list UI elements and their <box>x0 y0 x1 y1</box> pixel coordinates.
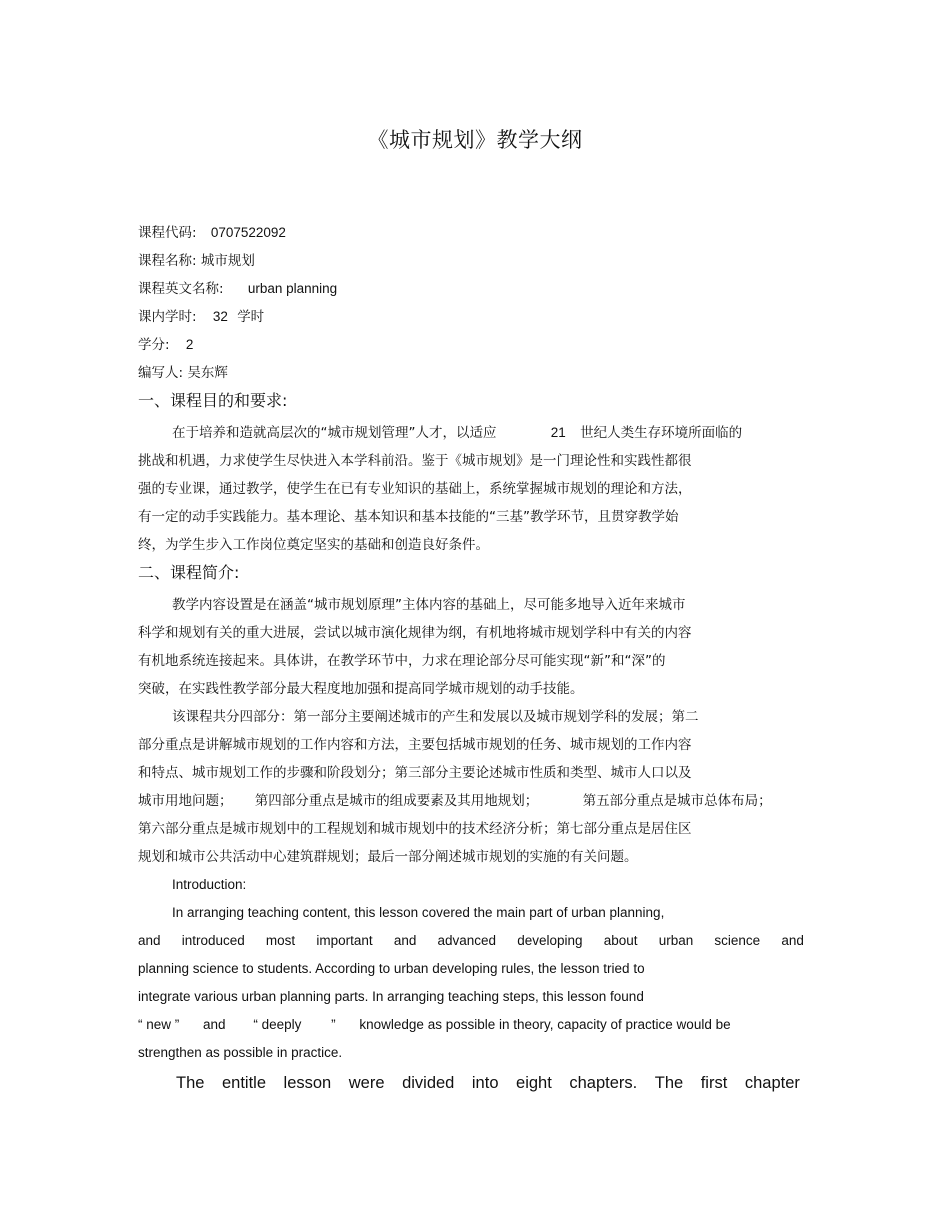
last-word: were <box>348 1074 385 1092</box>
section1-text-b: 世纪人类生存环境所面临的 <box>580 425 743 441</box>
en-word: science <box>714 933 761 948</box>
quote-rest: knowledge as possible in theory, capacity of practice would be <box>359 1017 731 1032</box>
section-heading-2: 二、课程简介: <box>138 563 240 582</box>
en-line-4: integrate various urban planning parts. In arranging teaching steps, this lesson found <box>138 989 644 1004</box>
course-credit-row <box>138 336 193 354</box>
section1-line-5: 终，为学生步入工作岗位奠定坚实的基础和创造良好条件。 <box>138 537 489 553</box>
en-word: and <box>781 933 804 948</box>
section1-text-a: 在于培养和造就高层次的“城市规划管理”人才，以适应 <box>172 425 497 441</box>
course-code-row <box>138 224 286 242</box>
last-word: chapters. <box>569 1074 638 1092</box>
en-word: and <box>393 933 417 948</box>
section2-p2-line-5: 第六部分重点是城市规划中的工程规划和城市规划中的技术经济分析；第七部分重点是居住区 <box>138 821 692 837</box>
course-en-name-label: 课程英文名称: <box>138 281 224 297</box>
course-author-row <box>138 364 228 382</box>
en-word: about <box>603 933 638 948</box>
last-word: The <box>176 1074 205 1092</box>
section2-p1-line-2: 科学和规划有关的重大进展，尝试以城市演化规律为纲，有机地将城市规划学科中有关的内容 <box>138 625 692 641</box>
last-word: The <box>654 1074 684 1092</box>
last-word: eight <box>516 1074 552 1092</box>
course-hours-row <box>138 308 264 326</box>
quote-new: “ new ” <box>138 1017 180 1032</box>
en-line-3: planning science to students. According to urban developing rules, the lesson tried to <box>138 961 645 976</box>
en-line-2 <box>138 932 804 950</box>
en-last-line <box>176 1072 800 1094</box>
quote-close: ” <box>331 1017 336 1032</box>
section1-line-1 <box>172 424 742 442</box>
en-word: developing <box>517 933 583 948</box>
course-hours-value: 32 <box>212 309 228 324</box>
section2-p1-line-1: 教学内容设置是在涵盖“城市规划原理”主体内容的基础上，尽可能多地导入近年来城市 <box>172 597 686 613</box>
course-name-row <box>138 252 255 270</box>
section1-line-4: 有一定的动手实践能力。基本理论、基本知识和基本技能的“三基”教学环节，且贯穿教学始 <box>138 509 679 525</box>
en-word: and <box>138 933 161 948</box>
section1-line-2: 挑战和机遇，力求使学生尽快进入本学科前沿。鉴于《城市规划》是一门理论性和实践性都很 <box>138 453 692 469</box>
last-word: lesson <box>283 1074 332 1092</box>
course-code-value: 0707522092 <box>210 225 286 240</box>
course-code-label: 课程代码: <box>138 225 197 241</box>
course-credit-value: 2 <box>185 337 194 352</box>
section2-p2-line-6: 规划和城市公共活动中心建筑群规划；最后一部分阐述城市规划的实施的有关问题。 <box>138 849 638 865</box>
last-word: first <box>700 1074 728 1092</box>
en-word: most <box>265 933 296 948</box>
en-line-5 <box>138 1016 731 1034</box>
en-word: important <box>316 933 373 948</box>
course-name-label: 课程名称: <box>138 253 197 269</box>
last-word: into <box>471 1074 499 1092</box>
course-author-value: 吴东辉 <box>187 365 228 381</box>
course-author-label: 编写人: <box>138 365 184 381</box>
quote-and: and <box>203 1017 226 1032</box>
intro-label: Introduction: <box>172 877 247 892</box>
page-title: 《城市规划》教学大纲 <box>367 128 583 152</box>
p2-part-c: 第五部分重点是城市总体布局； <box>582 793 772 809</box>
section2-p2-line-1: 该课程共分四部分：第一部分主要阐述城市的产生和发展以及城市规划学科的发展；第二 <box>172 709 699 725</box>
p2-part-a: 城市用地问题； <box>138 793 233 809</box>
course-credit-label: 学分: <box>138 337 170 353</box>
course-en-name-value: urban planning <box>247 281 338 296</box>
course-hours-unit: 学时 <box>237 309 265 325</box>
en-word: introduced <box>181 933 245 948</box>
section2-p2-line-4 <box>138 792 772 810</box>
course-en-name-row <box>138 280 337 298</box>
last-word: divided <box>402 1074 455 1092</box>
en-word: advanced <box>437 933 497 948</box>
last-word: entitle <box>221 1074 266 1092</box>
section1-number: 21 <box>550 425 566 440</box>
en-word: urban <box>658 933 694 948</box>
course-hours-label: 课内学时: <box>138 309 197 325</box>
section2-p1-line-4: 突破，在实践性教学部分最大程度地加强和提高同学城市规划的动手技能。 <box>138 681 584 697</box>
p2-part-b: 第四部分重点是城市的组成要素及其用地规划； <box>254 793 539 809</box>
section2-p2-line-2: 部分重点是讲解城市规划的工作内容和方法，主要包括城市规划的任务、城市规划的工作内容 <box>138 737 692 753</box>
quote-deeply: “ deeply <box>253 1017 302 1032</box>
section2-p1-line-3: 有机地系统连接起来。具体讲，在教学环节中，力求在理论部分尽可能实现“新”和“深”的 <box>138 653 666 669</box>
section2-p2-line-3: 和特点、城市规划工作的步骤和阶段划分；第三部分主要论述城市性质和类型、城市人口以及 <box>138 765 692 781</box>
en-line-1: In arranging teaching content, this lesson covered the main part of urban planning, <box>172 905 665 920</box>
section-heading-1: 一、课程目的和要求: <box>138 391 288 410</box>
section1-line-3: 强的专业课，通过教学，使学生在已有专业知识的基础上，系统掌握城市规划的理论和方法， <box>138 481 692 497</box>
en-line-6: strengthen as possible in practice. <box>138 1045 343 1060</box>
course-name-value: 城市规划 <box>200 253 255 269</box>
last-word: chapter <box>744 1074 800 1092</box>
